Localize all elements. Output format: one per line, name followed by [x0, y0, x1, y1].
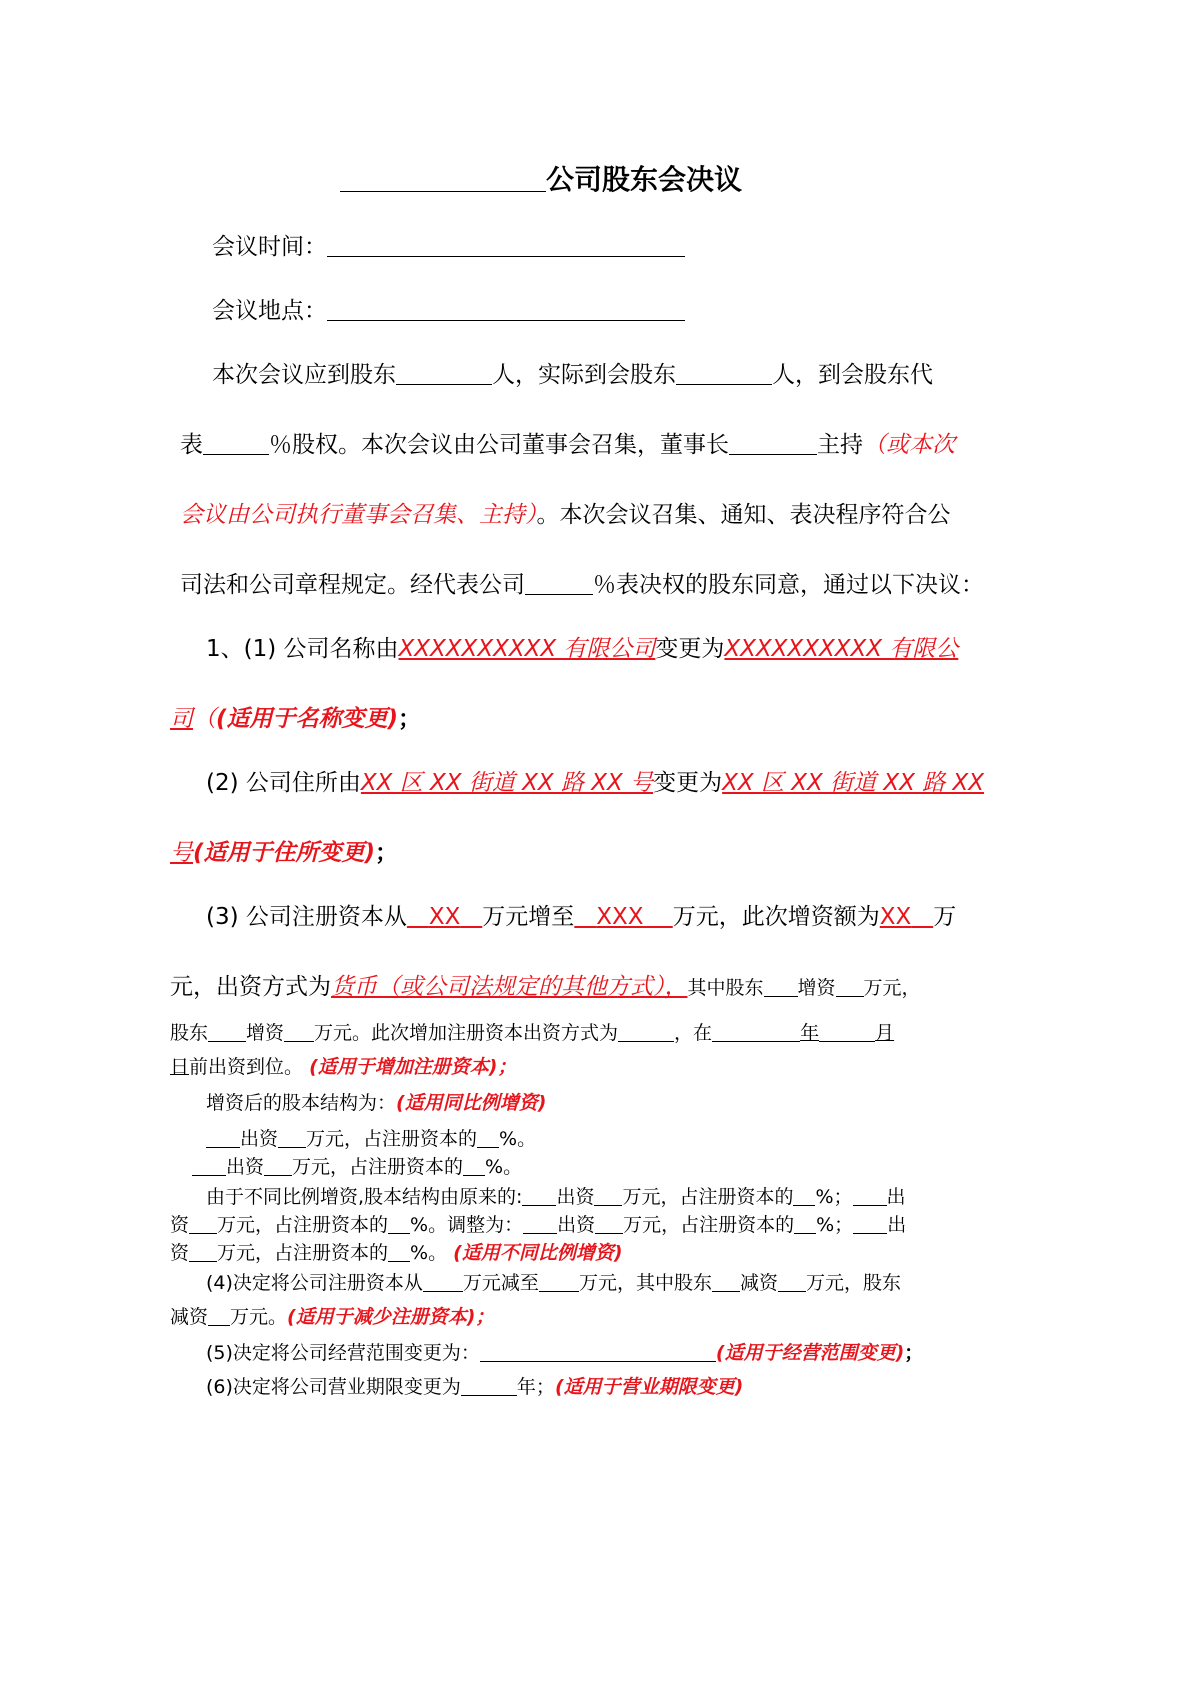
intro-line-3: 会议由公司执行董事会召集、主持）。本次会议召集、通知、表决程序符合公: [180, 502, 951, 528]
item1-line-2: 司（(适用于名称变更)；: [170, 706, 422, 732]
structure-row-2: 出资 万元，占注册资本的 %。: [192, 1152, 522, 1179]
document-title: 公司股东会决议: [340, 158, 742, 198]
item2-line-1: (2) 公司住所由XX 区 XX 街道 XX 路 XX 号变更为XX 区 XX 街道 XX 路 XX: [206, 770, 985, 796]
item3-line-1: (3) 公司注册资本从 XX 万元增至 XXX 万元，此次增资额为XX 万: [206, 904, 957, 930]
business-term-blank: [461, 1376, 517, 1396]
meeting-time-blank: [327, 233, 685, 257]
different-ratio-line-3: 资 万元，占注册资本的 %。 (适用不同比例增资): [170, 1242, 623, 1264]
company-name-blank: [340, 163, 546, 192]
structure-row-1: 出资 万元，占注册资本的 %。: [206, 1124, 536, 1151]
item3-line-2: 元，出资方式为货币（或公司法规定的其他方式），其中股东 增资 万元，: [170, 974, 921, 1000]
intro-line-2: 表 ％股权。本次会议由公司董事会召集，董事长 主持（或本次: [180, 432, 955, 458]
different-ratio-line-1: 由于不同比例增资,股本结构由原来的: 出资 万元，占注册资本的 %； 出: [206, 1186, 906, 1208]
structure-label-row: 增资后的股本结构为：(适用同比例增资): [206, 1092, 547, 1114]
item3-line-4: 日前出资到位。 (适用于增加注册资本)；: [170, 1056, 517, 1078]
item4-line-2: 减资 万元。(适用于减少注册资本)；: [170, 1306, 495, 1328]
business-scope-blank: [480, 1342, 716, 1362]
item6-line: (6)决定将公司营业期限变更为 年；(适用于营业期限变更): [206, 1376, 744, 1398]
meeting-time-row: 会议时间：: [212, 228, 685, 261]
item3-line-3: 股东 增资 万元。此次增加注册资本出资方式为 ，在 年 月: [170, 1022, 895, 1044]
intro-line-1: 本次会议应到股东 人，实际到会股东 人，到会股东代: [212, 362, 933, 388]
item2-line-2: 号(适用于住所变更)；: [170, 840, 399, 866]
different-ratio-line-2: 资 万元，占注册资本的 %。调整为： 出资 万元，占注册资本的 %； 出: [170, 1214, 907, 1236]
intro-line-4: 司法和公司章程规定。经代表公司 ％表决权的股东同意，通过以下决议：: [180, 572, 984, 598]
meeting-place-blank: [327, 297, 685, 321]
meeting-place-row: 会议地点：: [212, 292, 685, 325]
item5-line: (5)决定将公司经营范围变更为： (适用于经营范围变更)；: [206, 1342, 924, 1364]
item1-line-1: 1、(1) 公司名称由XXXXXXXXXX 有限公司变更为XXXXXXXXXX 有限公: [206, 636, 959, 662]
item4-line-1: (4)决定将公司注册资本从 万元减至 万元，其中股东 减资 万元，股东: [206, 1272, 901, 1294]
